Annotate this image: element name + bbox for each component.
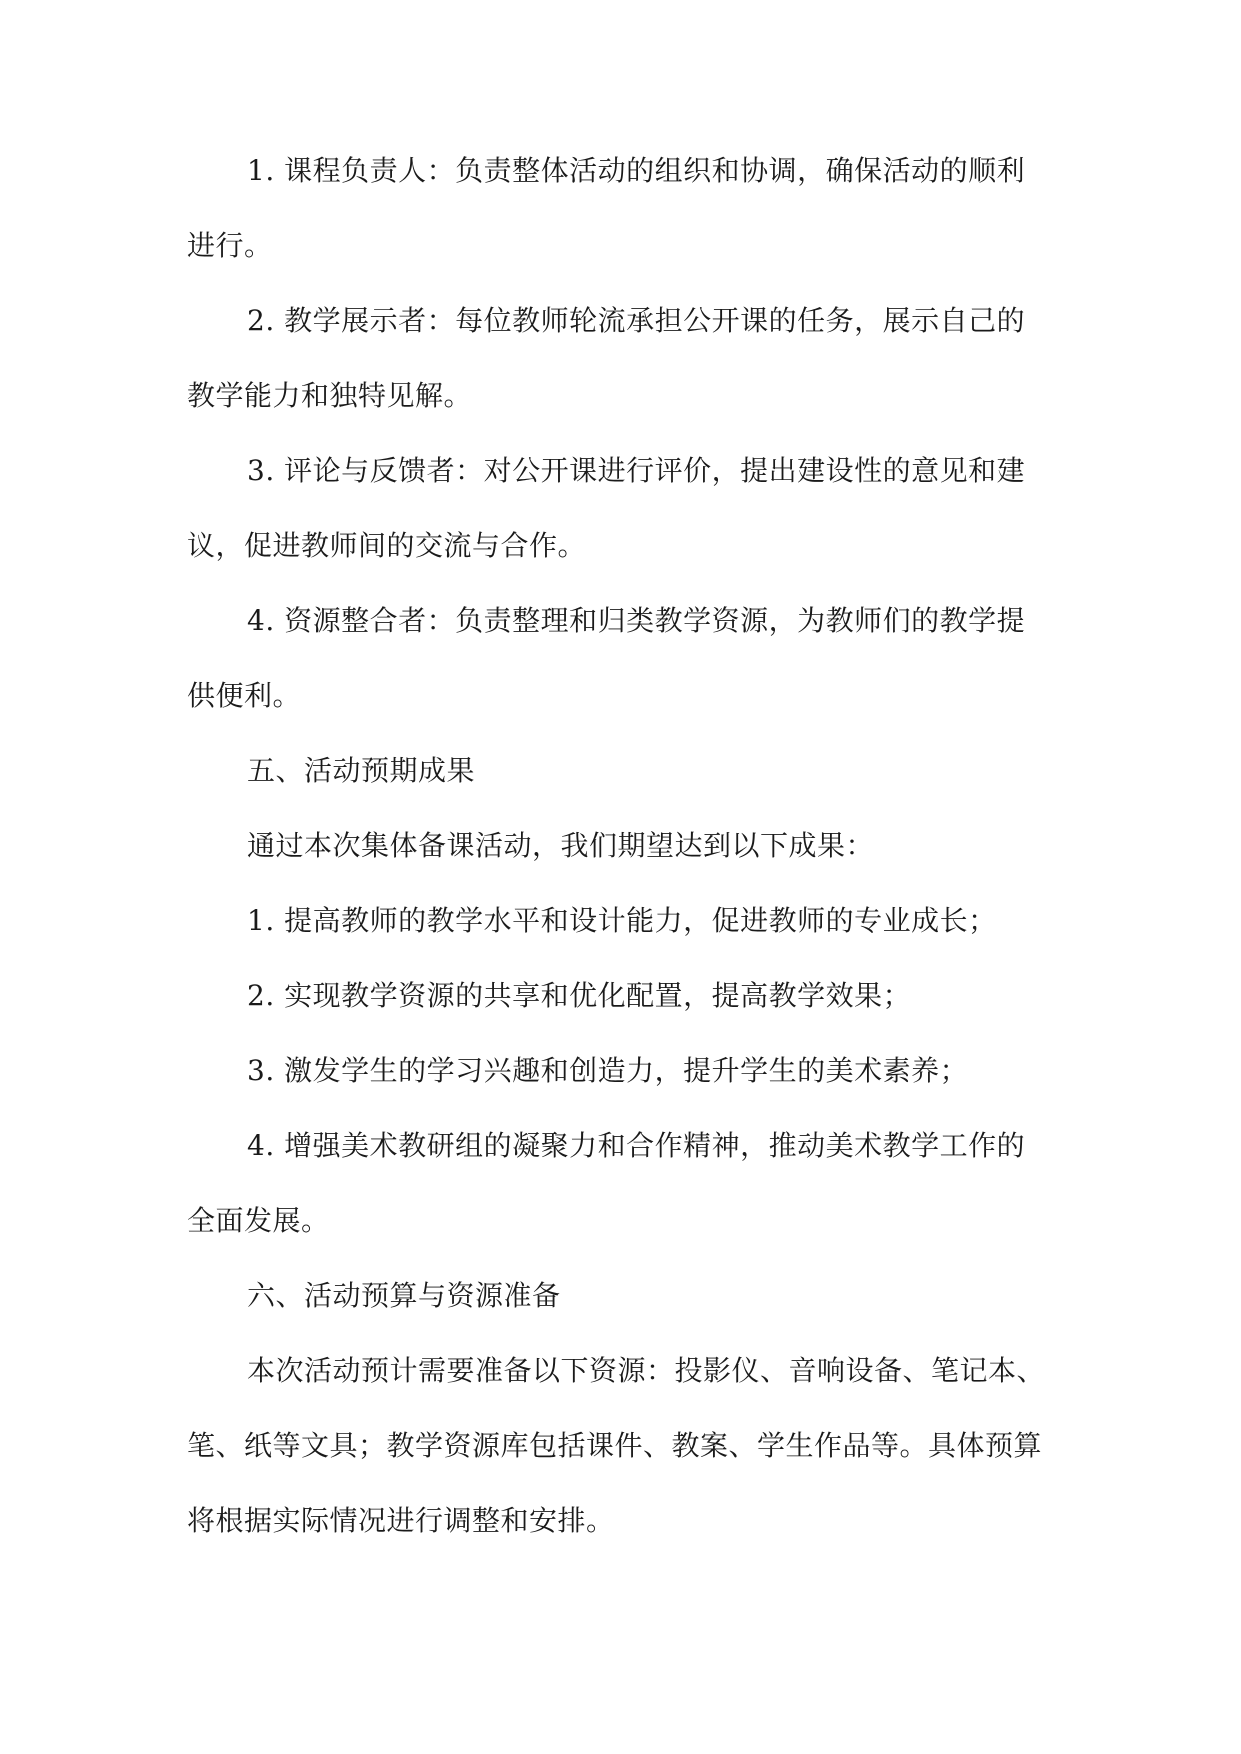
list-item-outcome-2: 2. 实现教学资源的共享和优化配置，提高教学效果； bbox=[247, 979, 912, 1012]
list-item-outcome-4: 4. 增强美术教研组的凝聚力和合作精神，推动美术教学工作的 bbox=[247, 1129, 1026, 1162]
list-item-outcome-1: 1. 提高教师的教学水平和设计能力，促进教师的专业成长； bbox=[247, 904, 997, 937]
paragraph-intro: 通过本次集体备课活动，我们期望达到以下成果： bbox=[247, 829, 875, 862]
paragraph-resources-cont-1: 笔、纸等文具；教学资源库包括课件、教案、学生作品等。具体预算 bbox=[187, 1429, 1043, 1462]
list-item-role-3-cont: 议，促进教师间的交流与合作。 bbox=[187, 529, 587, 562]
list-item-role-3: 3. 评论与反馈者：对公开课进行评价，提出建设性的意见和建 bbox=[247, 454, 1026, 487]
list-item-role-1-cont: 进行。 bbox=[187, 229, 273, 262]
list-item-role-4-cont: 供便利。 bbox=[187, 679, 302, 712]
paragraph-resources: 本次活动预计需要准备以下资源：投影仪、音响设备、笔记本、 bbox=[247, 1354, 1046, 1387]
list-item-outcome-4-cont: 全面发展。 bbox=[187, 1204, 330, 1237]
list-item-role-2: 2. 教学展示者：每位教师轮流承担公开课的任务，展示自己的 bbox=[247, 304, 1026, 337]
list-item-outcome-3: 3. 激发学生的学习兴趣和创造力，提升学生的美术素养； bbox=[247, 1054, 969, 1087]
section-heading-6: 六、活动预算与资源准备 bbox=[247, 1279, 561, 1312]
list-item-role-1: 1. 课程负责人：负责整体活动的组织和协调，确保活动的顺利 bbox=[247, 154, 1026, 187]
paragraph-resources-cont-2: 将根据实际情况进行调整和安排。 bbox=[187, 1504, 615, 1537]
section-heading-5: 五、活动预期成果 bbox=[247, 754, 476, 787]
list-item-role-2-cont: 教学能力和独特见解。 bbox=[187, 379, 473, 412]
list-item-role-4: 4. 资源整合者：负责整理和归类教学资源，为教师们的教学提 bbox=[247, 604, 1026, 637]
